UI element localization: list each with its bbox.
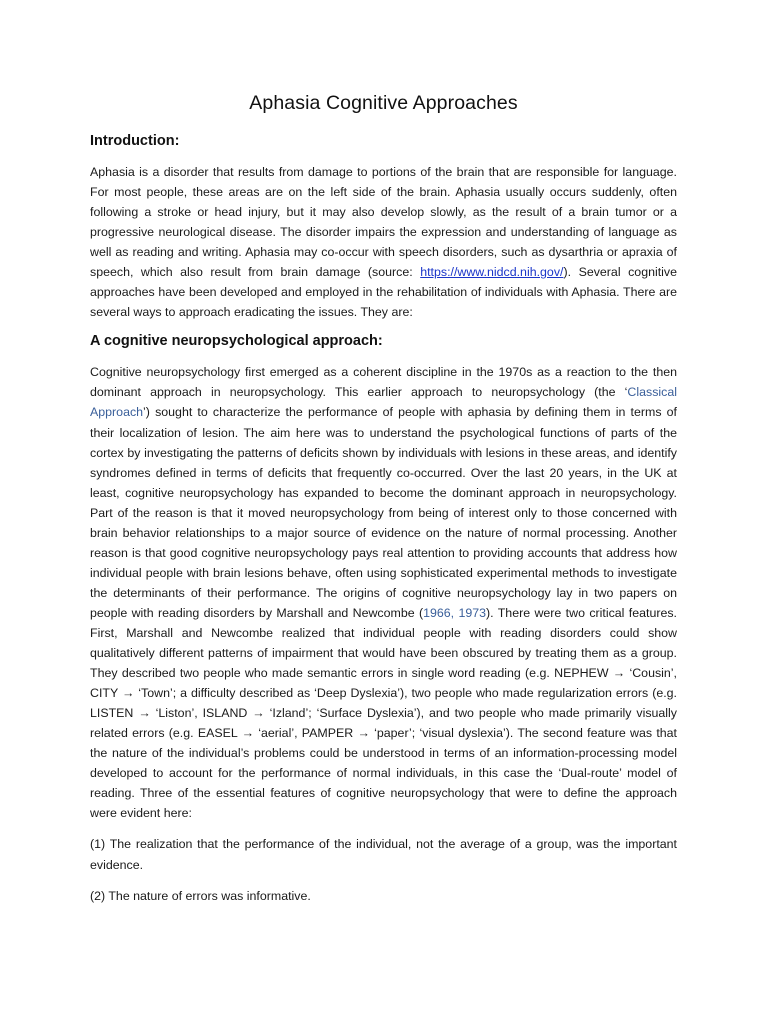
cognitive-text-a: Cognitive neuropsychology first emerged as a coherent discipline in the 1970s as a reaction to the then dominant approach in neuropsychology. This earlier approach to neuropsychology (the ‘ [90, 365, 677, 400]
introduction-heading: Introduction: [90, 133, 180, 149]
introduction-text-end: ). Several cognitive approaches have been developed and employed in the rehabilitation of individuals with Aphasia. There are several ways to approach eradicating the issues. They are: [90, 265, 678, 320]
document-title: Aphasia Cognitive Approaches [249, 92, 518, 114]
cognitive-approach-heading: A cognitive neuropsychological approach: [90, 333, 383, 350]
nidcd-source-link[interactable]: https://www.nidcd.nih.gov/ [420, 265, 564, 280]
cognitive-approach-paragraph [90, 362, 677, 823]
feature-item-2: (2) The nature of errors was informative. [90, 888, 311, 903]
introduction-text-start: Aphasia is a disorder that results from damage to portions of the brain that are responsible for language. For most people, these areas are on the left side of the brain. Aphasia usually occurs suddenly, often following a stroke or head injury, but it may also develop slowly, as the result of a brain tumor or a progressive neurological disease. The disorder impairs the expression and understanding of language as well as reading and writing. Aphasia may co-occur with speech disorders, such as dysarthria or apraxia of speech, which also result from brain damage (source: [90, 165, 677, 280]
feature-item-1: (1) The realization that the performance of the individual, not the average of a group, was the important evidence. [90, 837, 677, 872]
cognitive-text-c: ). There were two critical features. First, Marshall and Newcombe realized that individual people with reading disorders could show qualitatively different patterns of impairment that would have been obscured by treating them as a group. They described two people who made semantic errors in single word reading (e.g. NEPHEW → ‘Cousin’, CITY → ‘Town’; a difficulty described as ‘Deep Dyslexia’), two people who made regularization errors (e.g. LISTEN → ‘Liston’, ISLAND → ‘Izland’; ‘Surface Dyslexia’), and two people who made primarily visually related errors (e.g. EASEL → ‘aerial’, PAMPER → ‘paper’; ‘visual dyslexia’). The second feature was that the nature of the individual’s problems could be understood in terms of an information-processing model developed to account for the performance of normal individuals, in this case the ‘Dual-route’ model of reading. Three of the essential features of cognitive neuropsychology that were to define the approach were evident here: [90, 605, 677, 821]
marshall-newcombe-years-reference: 1966, 1973 [423, 605, 487, 620]
classical-approach-reference: Classical Approach [90, 385, 677, 420]
cognitive-text-b: ’) sought to characterize the performance of people with aphasia by defining them in terms of their localization of lesion. The aim here was to understand the psychological functions of parts of the cortex by investigating the patterns of deficits shown by individuals with lesions in these areas, and identify syndromes defined in terms of deficits that frequently co-occurred. Over the last 20 years, in the UK at least, cognitive neuropsychology has expanded to become the dominant approach in neuropsychology. Part of the reason is that it moved neuropsychology from being of interest only to those concerned with brain behavior relationships to a major source of evidence on the nature of normal processing. Another reason is that good cognitive neuropsychology pays real attention to providing accounts that address how individual people with brain lesions behave, often using sophisticated experimental methods to investigate the determinants of their performance. The origins of cognitive neuropsychology lay in two papers on people with reading disorders by Marshall and Newcombe ( [90, 405, 677, 620]
document-body [90, 92, 677, 917]
introduction-paragraph [90, 162, 677, 322]
